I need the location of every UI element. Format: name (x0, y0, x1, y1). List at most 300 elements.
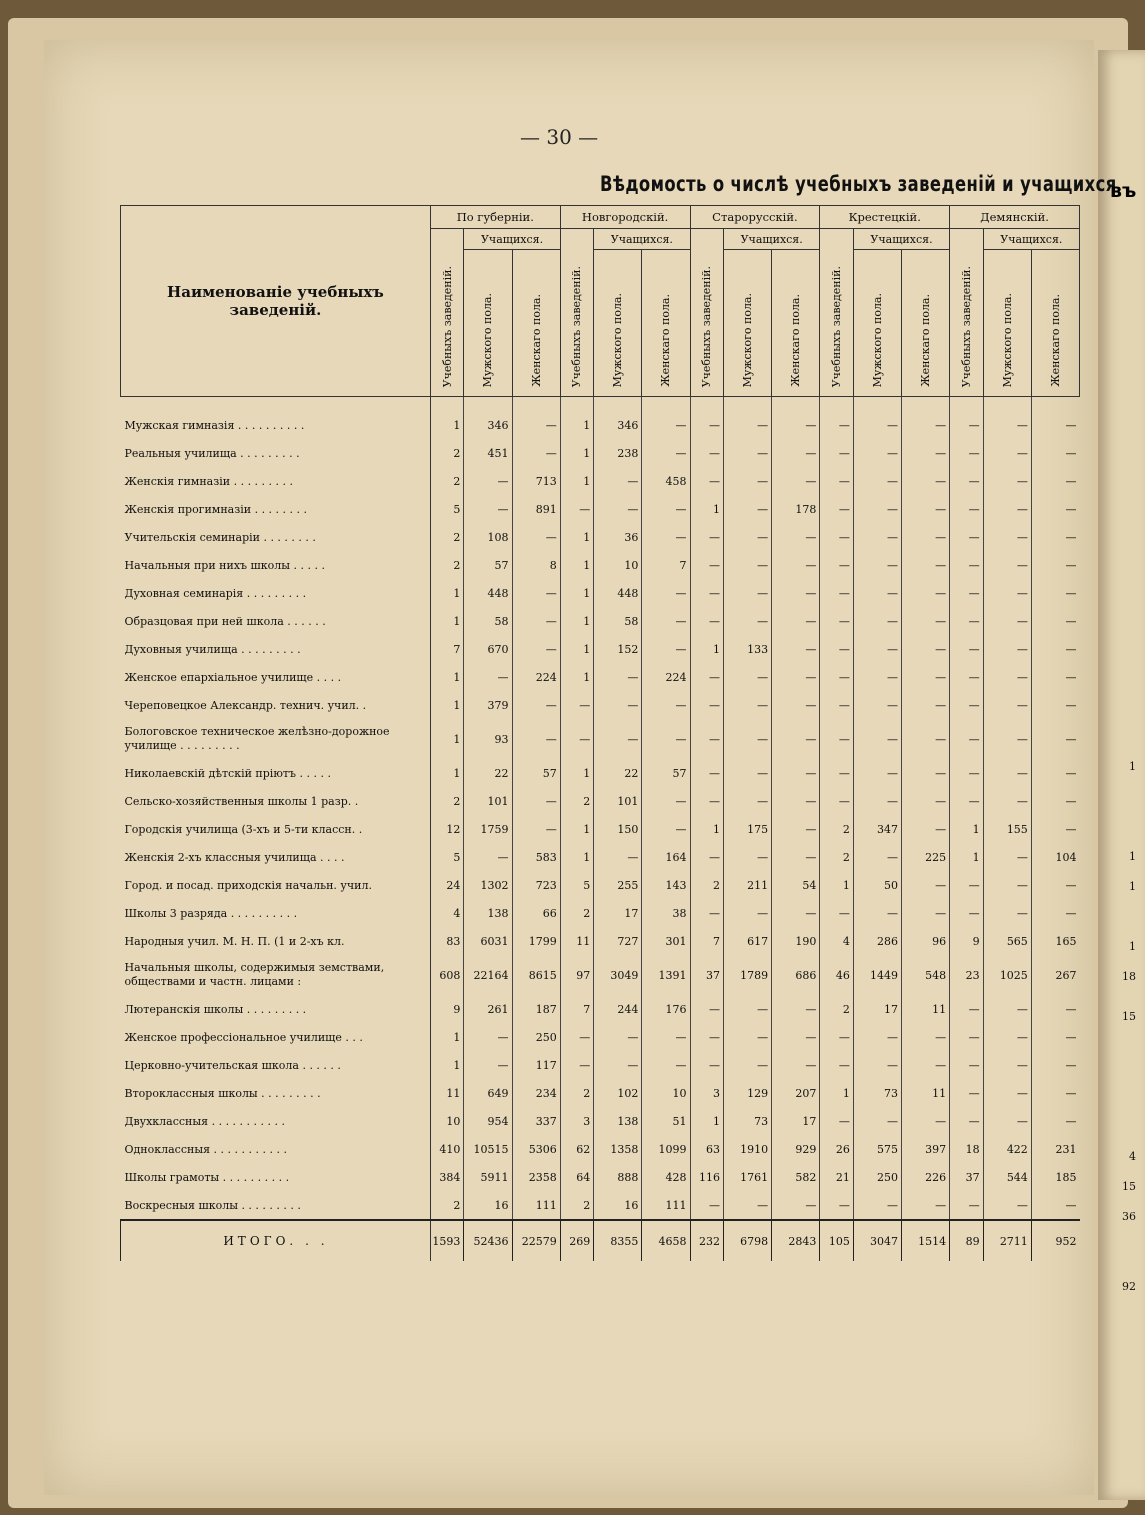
table-cell: 346 (464, 397, 512, 440)
table-cell: 2 (430, 787, 464, 815)
table-cell: — (820, 663, 854, 691)
column-header-male: Мужского пола. (594, 250, 642, 397)
column-header-students: Учащихся. (724, 229, 820, 250)
table-cell: — (950, 1191, 984, 1220)
table-cell: — (820, 635, 854, 663)
table-cell: 73 (724, 1107, 772, 1135)
table-cell: — (724, 663, 772, 691)
table-cell: 129 (724, 1079, 772, 1107)
table-cell: — (950, 759, 984, 787)
table-cell: 133 (724, 635, 772, 663)
table-cell: 89 (950, 1220, 984, 1261)
table-cell: — (594, 495, 642, 523)
table-cell: 7 (642, 551, 690, 579)
table-cell: — (772, 397, 820, 440)
table-cell: — (772, 759, 820, 787)
row-label: Городскія училища (3-хъ и 5-ти классн. . (121, 815, 431, 843)
table-cell: 1099 (642, 1135, 690, 1163)
table-cell: 2 (560, 899, 594, 927)
table-cell: — (853, 1051, 901, 1079)
table-cell: 1 (560, 607, 594, 635)
table-row (121, 955, 1080, 995)
table-cell: — (772, 635, 820, 663)
table-cell: 548 (902, 955, 950, 995)
table-cell: 2358 (512, 1163, 560, 1191)
table-cell: 211 (724, 871, 772, 899)
table-cell: 97 (560, 955, 594, 995)
table-cell: — (950, 439, 984, 467)
table-cell: 10515 (464, 1135, 512, 1163)
table-cell: 176 (642, 995, 690, 1023)
table-cell: — (1031, 995, 1079, 1023)
table-row (121, 899, 1080, 927)
row-label: Образцовая при ней школа . . . . . . (121, 607, 431, 635)
table-cell: 727 (594, 927, 642, 955)
table-cell: — (642, 1051, 690, 1079)
column-header-institutions: Учебныхъ заведеній. (690, 229, 724, 397)
table-cell: 1789 (724, 955, 772, 995)
table-cell: 11 (560, 927, 594, 955)
group-header: Новгородскій. (560, 206, 690, 229)
table-cell: — (642, 1023, 690, 1051)
table-cell: — (772, 439, 820, 467)
table-cell: 3 (690, 1079, 724, 1107)
table-cell: 1 (430, 1023, 464, 1051)
column-header-female: Женскаго пола. (902, 250, 950, 397)
table-cell: 1 (560, 397, 594, 440)
table-cell: — (512, 719, 560, 759)
table-cell: 2 (560, 1191, 594, 1220)
table-cell: 1 (430, 719, 464, 759)
table-row (121, 467, 1080, 495)
table-cell: 50 (853, 871, 901, 899)
table-cell: — (983, 1107, 1031, 1135)
table-row (121, 1023, 1080, 1051)
table-cell: 101 (464, 787, 512, 815)
table-cell: — (690, 663, 724, 691)
table-row (121, 759, 1080, 787)
table-cell: — (594, 1023, 642, 1051)
statistics-table (120, 205, 1080, 1261)
table-cell: — (512, 607, 560, 635)
table-cell: — (772, 719, 820, 759)
table-cell: 37 (950, 1163, 984, 1191)
table-cell: 4 (430, 899, 464, 927)
table-cell: — (950, 663, 984, 691)
facing-page-value: 18 (1122, 970, 1136, 983)
table-cell: — (724, 439, 772, 467)
table-row (121, 439, 1080, 467)
row-label: Женское профессіональное училище . . . (121, 1023, 431, 1051)
table-cell: 2843 (772, 1220, 820, 1261)
table-cell: 102 (594, 1079, 642, 1107)
table-cell: 261 (464, 995, 512, 1023)
table-row (121, 871, 1080, 899)
table-cell: 952 (1031, 1220, 1079, 1261)
table-cell: — (594, 719, 642, 759)
table-cell: 2 (430, 523, 464, 551)
table-cell: 16 (464, 1191, 512, 1220)
table-cell: — (1031, 1079, 1079, 1107)
table-cell: 46 (820, 955, 854, 995)
table-cell: — (902, 495, 950, 523)
table-cell: 384 (430, 1163, 464, 1191)
table-cell: — (983, 439, 1031, 467)
table-cell: 38 (642, 899, 690, 927)
table-row (121, 397, 1080, 440)
table-cell: 26 (820, 1135, 854, 1163)
table-cell: 565 (983, 927, 1031, 955)
table-cell: — (1031, 495, 1079, 523)
table-cell: — (642, 523, 690, 551)
table-cell: — (1031, 871, 1079, 899)
table-cell: 2 (560, 787, 594, 815)
table-cell: — (853, 787, 901, 815)
table-cell: 1514 (902, 1220, 950, 1261)
table-cell: 22 (594, 759, 642, 787)
table-cell: — (983, 995, 1031, 1023)
table-cell: 1 (430, 607, 464, 635)
table-cell: 12 (430, 815, 464, 843)
table-row (121, 523, 1080, 551)
facing-page-value: 15 (1122, 1180, 1136, 1193)
table-cell: 22164 (464, 955, 512, 995)
table-cell: 18 (950, 1135, 984, 1163)
table-cell: 6798 (724, 1220, 772, 1261)
row-label: Женскія прогимназіи . . . . . . . . (121, 495, 431, 523)
table-row (121, 719, 1080, 759)
table-cell: — (950, 899, 984, 927)
table-row (121, 635, 1080, 663)
table-cell: 888 (594, 1163, 642, 1191)
table-cell: 1759 (464, 815, 512, 843)
table-cell: — (983, 607, 1031, 635)
table-cell: — (724, 467, 772, 495)
table-cell: 175 (724, 815, 772, 843)
table-cell: — (1031, 759, 1079, 787)
table-cell: 286 (853, 927, 901, 955)
facing-page-value: 1 (1129, 880, 1136, 893)
table-cell: 224 (512, 663, 560, 691)
table-cell: 8355 (594, 1220, 642, 1261)
table-cell: — (560, 1051, 594, 1079)
table-cell: 8 (512, 551, 560, 579)
table-cell: — (902, 815, 950, 843)
table-cell: — (1031, 397, 1079, 440)
table-cell: — (642, 787, 690, 815)
table-cell: — (853, 607, 901, 635)
table-cell: — (853, 843, 901, 871)
table-cell: 2 (430, 1191, 464, 1220)
table-cell: — (983, 1191, 1031, 1220)
table-cell: — (820, 1191, 854, 1220)
table-cell: 1 (690, 635, 724, 663)
table-cell: 36 (594, 523, 642, 551)
table-cell: — (512, 691, 560, 719)
table-cell: 1 (430, 397, 464, 440)
table-cell: — (902, 551, 950, 579)
table-cell: — (560, 719, 594, 759)
table-cell: 96 (902, 927, 950, 955)
table-cell: — (642, 607, 690, 635)
table-cell: — (1031, 1107, 1079, 1135)
table-cell: — (690, 397, 724, 440)
table-cell: — (690, 759, 724, 787)
table-cell: — (950, 1051, 984, 1079)
table-cell: 63 (690, 1135, 724, 1163)
table-cell: 608 (430, 955, 464, 995)
table-cell: — (983, 1051, 1031, 1079)
table-cell: — (853, 691, 901, 719)
table-cell: 3 (560, 1107, 594, 1135)
column-header-students: Учащихся. (853, 229, 949, 250)
table-cell: — (853, 523, 901, 551)
table-cell: 178 (772, 495, 820, 523)
table-cell: 250 (853, 1163, 901, 1191)
table-cell: — (902, 663, 950, 691)
table-cell: 231 (1031, 1135, 1079, 1163)
column-header-institutions: Учебныхъ заведеній. (820, 229, 854, 397)
table-cell: 104 (1031, 843, 1079, 871)
table-cell: 1 (820, 871, 854, 899)
table-cell: — (853, 467, 901, 495)
table-cell: 64 (560, 1163, 594, 1191)
table-cell: — (690, 995, 724, 1023)
table-cell: 2 (430, 551, 464, 579)
row-label: Школы 3 разряда . . . . . . . . . . (121, 899, 431, 927)
table-cell: 1 (560, 579, 594, 607)
column-header-students: Учащихся. (983, 229, 1079, 250)
row-label: Лютеранскія школы . . . . . . . . . (121, 995, 431, 1023)
table-cell: 1 (560, 759, 594, 787)
table-cell: 207 (772, 1079, 820, 1107)
table-cell: 617 (724, 927, 772, 955)
table-cell: 111 (642, 1191, 690, 1220)
table-cell: — (512, 787, 560, 815)
table-cell: — (772, 995, 820, 1023)
table-cell: 116 (690, 1163, 724, 1191)
table-cell: 7 (690, 927, 724, 955)
table-row (121, 1163, 1080, 1191)
table-cell: — (642, 495, 690, 523)
table-row (121, 995, 1080, 1023)
column-header-male: Мужского пола. (724, 250, 772, 397)
table-cell: — (853, 1023, 901, 1051)
table-cell: — (902, 397, 950, 440)
table-cell: — (690, 899, 724, 927)
table-cell: 6031 (464, 927, 512, 955)
table-cell: 21 (820, 1163, 854, 1191)
table-cell: — (772, 607, 820, 635)
table-cell: — (642, 439, 690, 467)
table-cell: 164 (642, 843, 690, 871)
table-cell: 1 (950, 815, 984, 843)
table-cell: — (642, 691, 690, 719)
table-cell: — (820, 719, 854, 759)
table-cell: — (983, 495, 1031, 523)
table-cell: — (902, 523, 950, 551)
table-cell: 3047 (853, 1220, 901, 1261)
table-cell: 225 (902, 843, 950, 871)
table-row (121, 1051, 1080, 1079)
table-cell: — (772, 579, 820, 607)
table-cell: 51 (642, 1107, 690, 1135)
table-cell: — (950, 579, 984, 607)
table-cell: 2 (820, 843, 854, 871)
table-cell: — (820, 1023, 854, 1051)
table-cell: — (853, 439, 901, 467)
table-cell: 1 (560, 635, 594, 663)
table-cell: 954 (464, 1107, 512, 1135)
table-cell: — (902, 1051, 950, 1079)
table-row (121, 551, 1080, 579)
row-label: Бологовское техническое желѣзно-дорожное училище . . . . . . . . . (121, 719, 431, 759)
table-cell: — (820, 467, 854, 495)
table-cell: 23 (950, 955, 984, 995)
table-cell: 5911 (464, 1163, 512, 1191)
table-cell: — (902, 899, 950, 927)
table-cell: 190 (772, 927, 820, 955)
table-cell: — (983, 787, 1031, 815)
table-cell: — (690, 551, 724, 579)
table-cell: — (950, 871, 984, 899)
table-cell: 1 (690, 1107, 724, 1135)
table-cell: — (820, 759, 854, 787)
table-cell: 544 (983, 1163, 1031, 1191)
table-cell: 11 (902, 995, 950, 1023)
table-cell: — (724, 1191, 772, 1220)
table-cell: 346 (594, 397, 642, 440)
table-cell: 9 (950, 927, 984, 955)
table-cell: — (512, 635, 560, 663)
table-cell: 105 (820, 1220, 854, 1261)
table-cell: — (512, 523, 560, 551)
column-header-students: Учащихся. (594, 229, 690, 250)
table-cell: 2 (430, 467, 464, 495)
table-cell: 1 (690, 495, 724, 523)
table-cell: — (724, 523, 772, 551)
facing-page-value: 1 (1129, 850, 1136, 863)
table-cell: 138 (464, 899, 512, 927)
facing-page-value: 15 (1122, 1010, 1136, 1023)
table-row (121, 1135, 1080, 1163)
table-cell: — (820, 579, 854, 607)
table-cell: — (772, 1023, 820, 1051)
facing-page-value: 4 (1129, 1150, 1136, 1163)
table-cell: 7 (560, 995, 594, 1023)
table-cell: — (950, 1023, 984, 1051)
table-cell: — (642, 397, 690, 440)
table-cell: 422 (983, 1135, 1031, 1163)
table-cell: 37 (690, 955, 724, 995)
table-cell: 269 (560, 1220, 594, 1261)
table-cell: — (690, 523, 724, 551)
table-row (121, 1079, 1080, 1107)
table-cell: 2 (690, 871, 724, 899)
table-cell: 582 (772, 1163, 820, 1191)
table-row (121, 843, 1080, 871)
table-cell: — (820, 397, 854, 440)
table-cell: — (724, 397, 772, 440)
table-cell: — (950, 995, 984, 1023)
table-cell: — (724, 691, 772, 719)
table-cell: — (464, 1023, 512, 1051)
table-cell: — (512, 815, 560, 843)
table-cell: 111 (512, 1191, 560, 1220)
table-cell: — (983, 719, 1031, 759)
table-cell: — (950, 635, 984, 663)
table-cell: — (690, 691, 724, 719)
table-cell: 234 (512, 1079, 560, 1107)
table-cell: — (983, 579, 1031, 607)
table-cell: 8615 (512, 955, 560, 995)
table-row (121, 663, 1080, 691)
table-cell: — (902, 1107, 950, 1135)
column-header-female: Женскаго пола. (512, 250, 560, 397)
table-row (121, 927, 1080, 955)
table-cell: — (853, 899, 901, 927)
table-cell: 1 (560, 843, 594, 871)
table-row (121, 1191, 1080, 1220)
table-cell: 1 (430, 663, 464, 691)
table-cell: — (1031, 523, 1079, 551)
table-cell: — (853, 1191, 901, 1220)
table-cell: 686 (772, 955, 820, 995)
table-cell: — (950, 691, 984, 719)
table-cell: 4658 (642, 1220, 690, 1261)
table-row (121, 787, 1080, 815)
table-cell: 5 (430, 843, 464, 871)
table-cell: 57 (464, 551, 512, 579)
table-cell: — (950, 1079, 984, 1107)
table-cell: 238 (594, 439, 642, 467)
column-header-female: Женскаго пола. (1031, 250, 1079, 397)
row-label: Реальныя училища . . . . . . . . . (121, 439, 431, 467)
table-cell: — (724, 899, 772, 927)
table-cell: 448 (464, 579, 512, 607)
table-cell: 1 (430, 759, 464, 787)
table-header (121, 206, 1080, 397)
table-cell: — (772, 1191, 820, 1220)
table-cell: — (560, 495, 594, 523)
table-cell: — (983, 663, 1031, 691)
table-cell: — (772, 899, 820, 927)
table-cell: 4 (820, 927, 854, 955)
table-cell: — (642, 579, 690, 607)
table-cell: 73 (853, 1079, 901, 1107)
table-cell: 1 (820, 1079, 854, 1107)
table-cell: — (560, 691, 594, 719)
table-cell: 1 (430, 579, 464, 607)
table-cell: — (950, 467, 984, 495)
table-cell: — (1031, 787, 1079, 815)
table-cell: 5 (430, 495, 464, 523)
table-body (121, 397, 1080, 1262)
table-cell: — (983, 523, 1031, 551)
table-cell: 575 (853, 1135, 901, 1163)
table-cell: 1 (430, 1051, 464, 1079)
column-header-female: Женскаго пола. (772, 250, 820, 397)
table-cell: 670 (464, 635, 512, 663)
table-cell: — (820, 439, 854, 467)
row-label: ИТОГО. . . (121, 1220, 431, 1261)
table-cell: 1391 (642, 955, 690, 995)
table-cell: 347 (853, 815, 901, 843)
table-cell: — (1031, 635, 1079, 663)
table-cell: — (1031, 579, 1079, 607)
table-cell: — (983, 759, 1031, 787)
table-cell: 152 (594, 635, 642, 663)
